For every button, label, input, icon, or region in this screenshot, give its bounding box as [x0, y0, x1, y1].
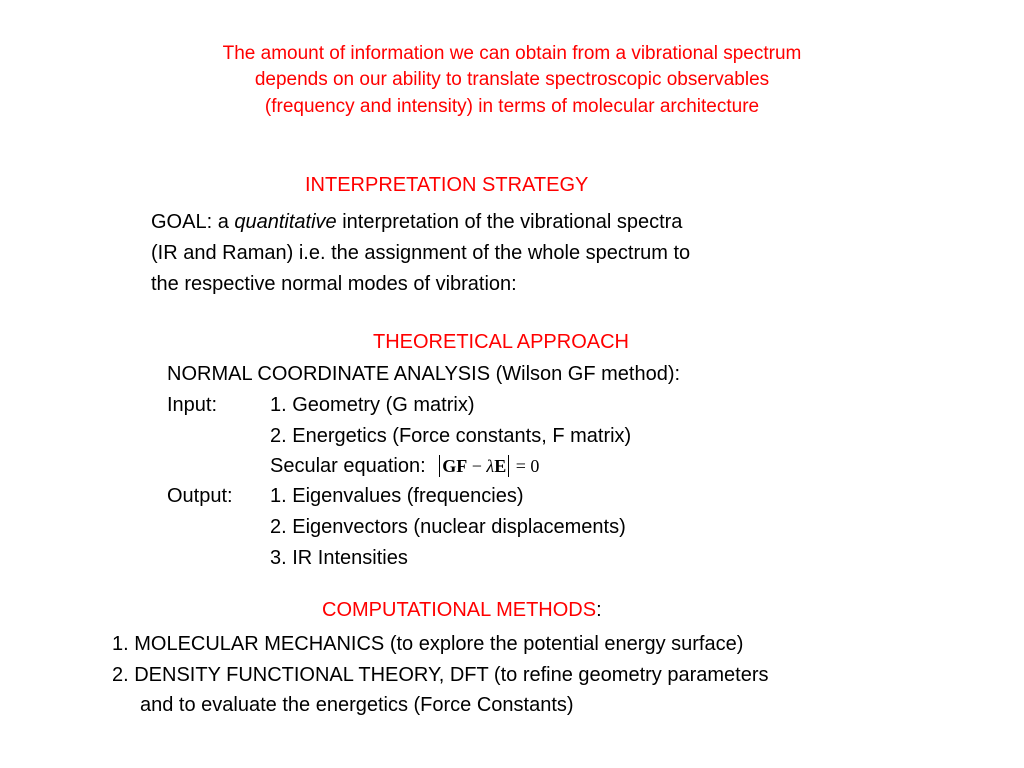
computational-heading-colon: : [596, 599, 602, 621]
intro-line-2: depends on our ability to translate spectroscopic observables [254, 69, 770, 90]
computational-heading [322, 599, 602, 622]
input-item-1: 1. Geometry (G matrix) [270, 394, 475, 416]
method-item-1: 1. MOLECULAR MECHANICS (to explore the potential energy surface) [112, 633, 744, 655]
goal-line-3: the respective normal modes of vibration: [151, 273, 517, 295]
nca-line: NORMAL COORDINATE ANALYSIS (Wilson GF method): [167, 363, 681, 385]
method-item-2: 2. DENSITY FUNCTIONAL THEORY, DFT (to refine geometry parameters [112, 664, 769, 686]
strategy-heading: INTERPRETATION STRATEGY [305, 174, 589, 196]
secular-equation [270, 451, 539, 481]
secular-formula: GF − λE = 0 [437, 451, 539, 481]
theory-heading: THEORETICAL APPROACH [373, 331, 629, 353]
goal-emphasis: quantitative [234, 211, 337, 233]
goal-prefix: GOAL: a [151, 211, 235, 233]
input-item-2: 2. Energetics (Force constants, F matrix) [270, 425, 632, 447]
intro-line-1: The amount of information we can obtain from a vibrational spectrum [222, 43, 802, 64]
input-label: Input: [167, 394, 218, 416]
goal-line-1 [151, 207, 682, 237]
computational-heading-text: COMPUTATIONAL METHODS [322, 599, 597, 621]
secular-label: Secular equation: [270, 455, 426, 477]
goal-line-1-rest: interpretation of the vibrational spectra [336, 211, 683, 233]
output-item-3: 3. IR Intensities [270, 547, 408, 569]
intro-line-3: (frequency and intensity) in terms of molecular architecture [264, 96, 760, 117]
output-item-1: 1. Eigenvalues (frequencies) [270, 485, 524, 507]
output-item-2: 2. Eigenvectors (nuclear displacements) [270, 516, 626, 538]
output-label: Output: [167, 485, 233, 507]
goal-line-2: (IR and Raman) i.e. the assignment of the whole spectrum to [151, 242, 691, 264]
method-item-2-continued: and to evaluate the energetics (Force Constants) [140, 694, 574, 716]
